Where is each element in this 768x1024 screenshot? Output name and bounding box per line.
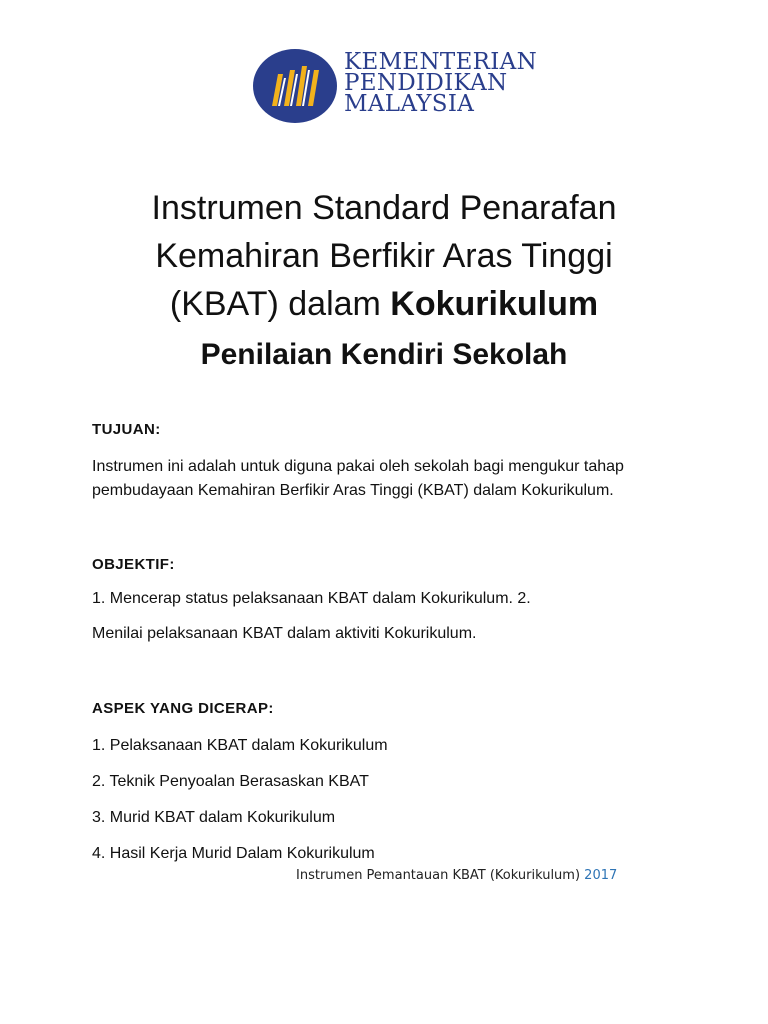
tujuan-heading: TUJUAN: bbox=[92, 421, 161, 438]
ministry-name-line2: PENDIDIKAN bbox=[344, 70, 508, 96]
document-title bbox=[0, 184, 768, 328]
objektif-line2: Menilai pelaksanaan KBAT dalam aktiviti Kokurikulum. bbox=[92, 625, 477, 642]
ministry-name bbox=[344, 49, 538, 117]
ministry-logo bbox=[252, 48, 538, 126]
page-footer bbox=[296, 868, 617, 883]
document-subtitle: Penilaian Kendiri Sekolah bbox=[200, 338, 568, 371]
aspek-item: 3. Murid KBAT dalam Kokurikulum bbox=[92, 809, 336, 826]
title-line1: Instrumen Standard Penarafan bbox=[151, 189, 617, 227]
title-line3 bbox=[0, 280, 768, 328]
aspek-item: 2. Teknik Penyoalan Berasaskan KBAT bbox=[92, 773, 369, 790]
tujuan-line2: pembudayaan Kemahiran Berfikir Aras Tinggi (KBAT) dalam Kokurikulum. bbox=[92, 482, 614, 499]
title-line3-bold: Kokurikulum bbox=[390, 285, 599, 323]
ministry-name-line3: MALAYSIA bbox=[344, 91, 475, 117]
tujuan-line1: Instrumen ini adalah untuk diguna pakai oleh sekolah bagi mengukur tahap bbox=[92, 458, 624, 475]
aspek-item: 1. Pelaksanaan KBAT dalam Kokurikulum bbox=[92, 737, 388, 754]
ministry-emblem-icon bbox=[252, 48, 338, 124]
objektif-line1: 1. Mencerap status pelaksanaan KBAT dalam Kokurikulum. 2. bbox=[92, 590, 531, 607]
objektif-heading: OBJEKTIF: bbox=[92, 556, 175, 573]
title-line3-prefix: (KBAT) dalam bbox=[169, 285, 391, 323]
footer-text: Instrumen Pemantauan KBAT (Kokurikulum) bbox=[296, 868, 581, 883]
title-line2: Kemahiran Berfikir Aras Tinggi bbox=[155, 237, 613, 275]
aspek-heading: ASPEK YANG DICERAP: bbox=[92, 700, 274, 717]
ministry-name-line1: KEMENTERIAN bbox=[344, 49, 538, 75]
footer-year: 2017 bbox=[584, 868, 618, 883]
aspek-item: 4. Hasil Kerja Murid Dalam Kokurikulum bbox=[92, 845, 375, 862]
tujuan-paragraph bbox=[92, 455, 624, 503]
